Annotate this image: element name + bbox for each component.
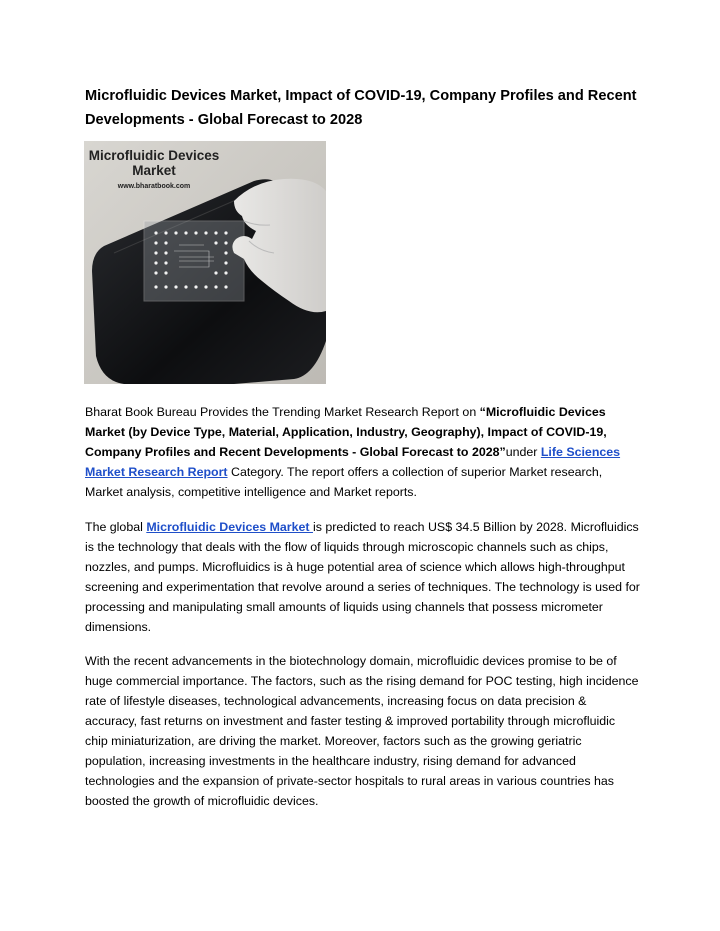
- intro-text: Bharat Book Bureau Provides the Trending Market Research Report on: [85, 405, 480, 419]
- life-sciences-link[interactable]: Life Sciences Market Research Report: [85, 445, 621, 479]
- market-rest: is predicted to reach US$ 34.5 Billion by 2028. Microfluidics is the technology that deals with the flow of liquids through microscopic channels such as chips, nozzles, and pumps. Microfluidics is à huge potential area of science which allows high-throughput screening and experimentation that revolve around a series of techniques. The technology is used for processing and manipulating small amounts of liquids using channels that possess micrometer dimensions.: [85, 520, 640, 634]
- under-text: under: [505, 445, 541, 459]
- hero-title: Microfluidic Devices Market: [88, 148, 220, 178]
- hero-image: [84, 141, 326, 384]
- hero-url: www.bharatbook.com: [117, 183, 191, 190]
- microfluidic-devices-market-link[interactable]: Microfluidic Devices Market: [146, 520, 313, 534]
- intro-rest: Category. The report offers a collection of superior Market research, Market analysis, competitive intelligence and Market reports.: [85, 465, 603, 499]
- page-title: Microfluidic Devices Market, Impact of COVID-19, Company Profiles and Recent Developments - Global Forecast to 2028: [85, 88, 637, 128]
- report-name: “Microfluidic Devices Market (by Device Type, Material, Application, Industry, Geography), Impact of COVID-19, Company Profiles and Recent Developments - Global Forecast to 2028”: [85, 405, 607, 459]
- market-paragraph: [85, 517, 640, 637]
- drivers-paragraph: With the recent advancements in the biotechnology domain, microfluidic devices promise to be of huge commercial importance. The factors, such as the rising demand for POC testing, high incidence rate of lifestyle diseases, technological advancements, increasing focus on data precision & accuracy, fast returns on investment and faster testing & improved portability through microfluidic chip miniaturization, are driving the market. Moreover, factors such as the growing geriatric population, increasing investments in the healthcare industry, rising demand for advanced technologies and the expansion of private-sector hospitals to rural areas in various countries has boosted the growth of microfluidic devices.: [85, 654, 639, 808]
- intro-paragraph: [85, 402, 640, 502]
- market-intro: The global: [85, 520, 147, 534]
